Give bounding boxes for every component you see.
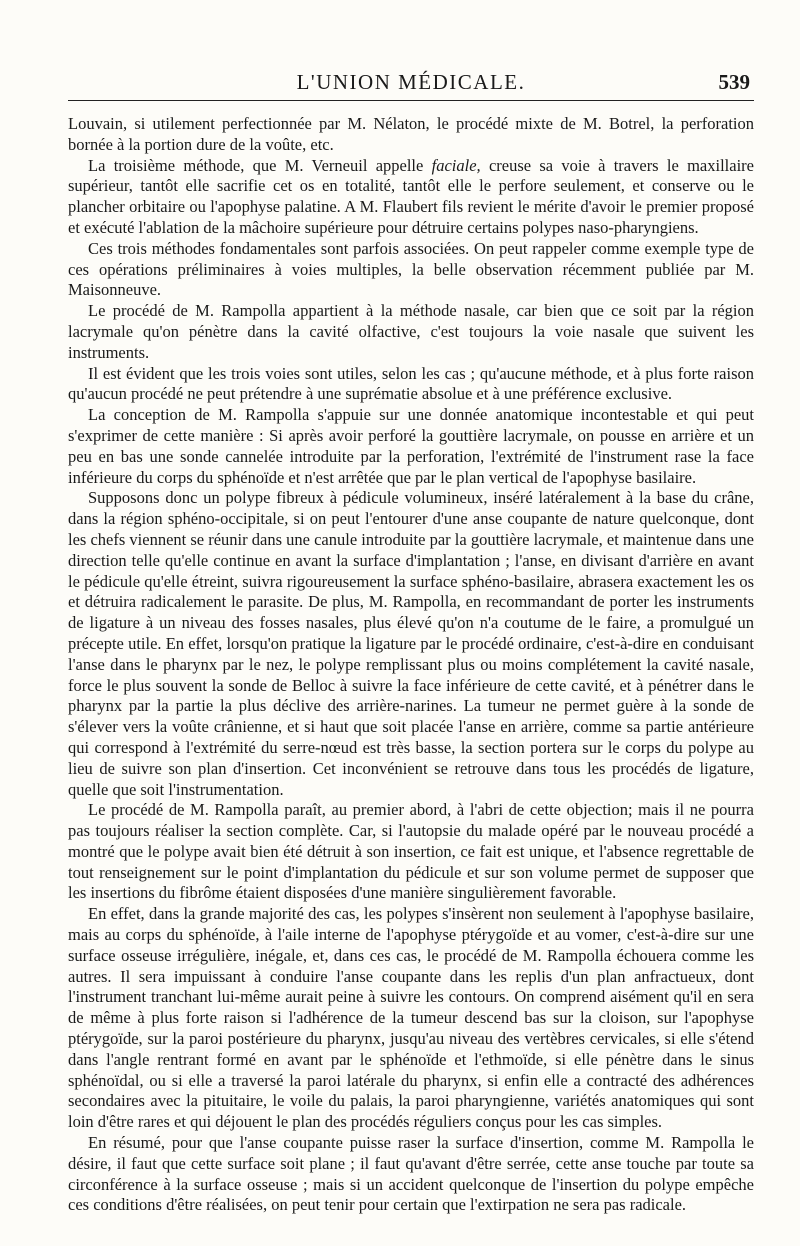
page-number: 539 bbox=[718, 70, 750, 94]
paragraph: En résumé, pour que l'anse coupante puisse raser la surface d'insertion, comme M. Rampolla le désire, il faut que cette surface soit plane ; il faut qu'avant d'être serrée, cette anse touche par toute sa circonférence à la surface osseuse ; mais si un accident quelconque de l'insertion du polype empêche ces conditions d'être réalisées, on peut tenir pour certain que l'extirpation ne sera pas radicale. bbox=[68, 1133, 754, 1215]
paragraph: Il est évident que les trois voies sont utiles, selon les cas ; qu'aucune méthode, et à plus forte raison qu'aucun procédé ne peut prétendre à une suprématie absolue et à une préférence exclusive. bbox=[68, 363, 754, 404]
article-body bbox=[68, 114, 754, 1216]
paragraph bbox=[68, 156, 754, 239]
paragraph: Ces trois méthodes fondamentales sont parfois associées. On peut rappeler comme exemple type de ces opérations préliminaires à voies multiples, la belle observation récemment publiée par M. Maisonneuve. bbox=[68, 238, 754, 300]
header-rule bbox=[68, 100, 754, 101]
paragraph: Le procédé de M. Rampolla paraît, au premier abord, à l'abri de cette objection; mais il ne pourra pas toujours réaliser la section complète. Car, si l'autopsie du malade opéré par le nouveau procédé a montré que le polype avait bien été détruit à son insertion, ce fait est unique, et l'absence regrettable de tout renseignement sur le point d'implantation du pédicule et sur son volume permet de supposer que les insertions du fibrôme étaient disposées d'une manière singulièrement favorable. bbox=[68, 800, 754, 903]
running-header bbox=[68, 66, 754, 96]
paragraph-text: La troisième méthode, que M. Verneuil appelle bbox=[88, 155, 432, 175]
paragraph: La conception de M. Rampolla s'appuie sur une donnée anatomique incontestable et qui peut s'exprimer de cette manière : Si après avoir perforé la gouttière lacrymale, on pousse en arrière et un peu en bas une sonde cannelée introduite par la perforation, l'extrémité de l'instrument rase la face inférieure du corps du sphénoïde et n'est arrêtée que par le plan vertical de l'apophyse basilaire. bbox=[68, 405, 754, 487]
running-title: L'UNION MÉDICALE. bbox=[296, 70, 526, 94]
italic-term: faciale, bbox=[431, 155, 481, 175]
paragraph: Supposons donc un polype fibreux à pédicule volumineux, inséré latéralement à la base du crâne, dans la région sphéno-occipitale, si on peut l'entourer d'une anse coupante de nature quelconque, dont les chefs viennent se réunir dans une canule introduite par la gouttière lacrymale, et maintenue dans une direction telle qu'elle continue en avant la surface d'implantation ; l'anse, en divisant d'arrière en avant le pédicule qu'elle étreint, suivra rigoureusement la surface sphéno-basilaire, abrasera exactement les os et détruira radicalement le parasite. De plus, M. Rampolla, en recommandant de porter les instruments de ligature à un niveau des fosses nasales, plus élevé qu'on n'a coutume de le faire, a promulgué un précepte utile. En effet, lorsqu'on pratique la ligature par le procédé ordinaire, c'est-à-dire en conduisant l'anse dans le pharynx par le nez, le polype remplissant plus ou moins complétement la cavité nasale, force le plus souvent la sonde de Belloc à suivre la face inférieure de cette cavité, et à pénétrer dans le pharynx par la partie la plus déclive des arrière-narines. La tumeur ne permet guère à la sonde de s'élever vers la voûte crânienne, et si haut que soit placée l'anse en arrière, comme sa partie antérieure qui correspond à l'extrémité du serre-nœud est très basse, la section portera sur le corps du polype au lieu de suivre son plan d'insertion. Cet inconvénient se retrouve dans tous les procédés de ligature, quelle que soit l'instrumentation. bbox=[68, 488, 754, 799]
paragraph-text: creuse sa voie à travers le maxillaire supérieur, tantôt elle sacrifie cet os en totalité, tantôt elle le perfore seulement, et conserve ou le plancher orbitaire ou l'apophyse palatine. A M. Flaubert fils revient le mérite d'avoir le premier proposé et exécuté l'ablation de la mâchoire supérieure pour détruire certains polypes naso-pharyngiens. bbox=[68, 155, 754, 237]
paragraph: Louvain, si utilement perfectionnée par M. Nélaton, le procédé mixte de M. Botrel, la perforation bornée à la portion dure de la voûte, etc. bbox=[68, 114, 754, 154]
paragraph: En effet, dans la grande majorité des cas, les polypes s'insèrent non seulement à l'apophyse basilaire, mais au corps du sphénoïde, à l'aile interne de l'apophyse ptérygoïde et au vomer, c'est-à-dire sur une surface osseuse irrégulière, inégale, et, dans ces cas, le procédé de M. Rampolla échouera comme les autres. Il sera impuissant à conduire l'anse coupante dans les replis d'un plan anfractueux, dont l'instrument tranchant lui-même aurait peine à suivre les contours. On comprend aisément qu'il en sera de même à plus forte raison si l'adhérence de la tumeur descend bas sur la cloison, sur l'apophyse ptérygoïde, sur la paroi postérieure du pharynx, jusqu'au niveau des vertèbres cervicales, si elle s'étend dans l'angle rentrant formé en avant par le sphénoïde et l'ethmoïde, si elle pénètre dans le sinus sphénoïdal, ou si elle a traversé la paroi latérale du pharynx, si enfin elle a contracté des adhérences secondaires avec la pituitaire, le voile du palais, la paroi pharyngienne, variétés anatomiques qui sont loin d'être rares et qui déjouent le plan des procédés réguliers conçus pour les cas simples. bbox=[68, 904, 754, 1132]
paragraph: Le procédé de M. Rampolla appartient à la méthode nasale, car bien que ce soit par la région lacrymale qu'on pénètre dans la cavité olfactive, c'est toujours la voie nasale que suivent les instruments. bbox=[68, 301, 754, 362]
